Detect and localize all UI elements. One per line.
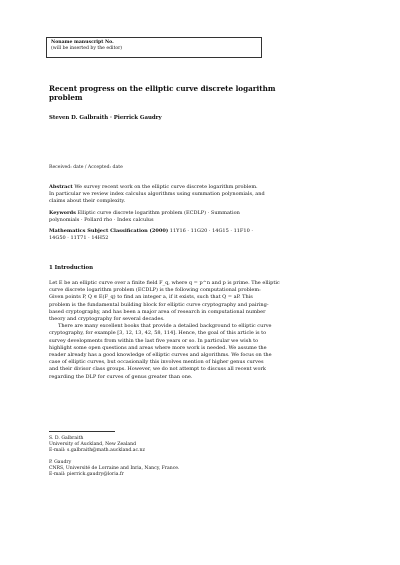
manuscript-note: (will be inserted by the editor) [51,46,123,52]
body-line: There are many excellent books that provide a detailed background to elliptic curve [58,323,272,330]
author-list: Steven D. Galbraith · Pierrick Gaudry [49,115,162,121]
affiliation-line: E-mail: s.galbraith@math.auckland.ac.nz [49,448,145,453]
body-line: based cryptography, and has been a major area of research in computational number [49,308,266,315]
abstract-line: We survey recent work on the elliptic curve discrete logarithm problem. [74,184,258,190]
body-line: curve discrete logarithm problem (ECDLP) is the following computational problem: [49,287,261,294]
keywords-line: polynomials · Pollard rho · Index calculus [49,217,154,223]
affiliation-line: CNRS, Université de Lorraine and Inria, Nancy, France. [49,466,180,471]
body-line: and their divisor class groups. However, we do not attempt to discuss all recent work [49,366,266,373]
body-line: highlight some open questions and areas where more work is needed. We assume the [49,344,267,351]
keywords-line: Elliptic curve discrete logarithm problem (ECDLP) · Summation [77,210,240,216]
affiliation-gaudry [49,460,179,478]
affiliation-line: S. D. Galbraith [49,436,84,441]
manuscript-number: Noname manuscript No. [51,40,114,45]
keywords [49,210,352,224]
title-line: problem [49,93,83,103]
body-line: reader already has a good knowledge of elliptic curves and algorithms. We focus on the [49,352,272,359]
body-line: case of elliptic curves, but occasionally this involves mention of higher genus curves [49,359,264,366]
msc-line: 11Y16 · 11G20 · 14G15 · 11F10 · [169,228,253,234]
title-line: Recent progress on the elliptic curve discrete logarithm [49,84,276,93]
paper-title [49,84,349,103]
abstract-line: claims about their complexity. [49,198,126,204]
body-line: theory and cryptography for several decades. [49,316,165,323]
footnote-rule [49,431,115,432]
manuscript-box [46,37,262,58]
body-line: cryptography, for example [3, 12, 13, 42, 58, 114]. Hence, the goal of this article is to [49,330,267,337]
msc-line: 14G50 · 11T71 · 14H52 [49,235,109,241]
affiliation-galbraith [49,436,145,454]
affiliation-line: P. Gaudry [49,460,72,465]
body-line: survey developments from within the last five years or so. In particular we wish to [49,337,259,344]
msc-label: Mathematics Subject Classification (2000) [49,228,169,234]
msc-classification [49,228,352,242]
abstract-line: In particular we review index calculus algorithms using summation polynomials, and [49,191,265,197]
body-line: problem is the fundamental building block for elliptic curve cryptography and pairing- [49,301,269,308]
body-line: Let E be an elliptic curve over a finite field F_q, where q = p^n and p is prime. The elliptic [49,280,280,286]
keywords-label: Keywords [49,210,76,216]
affiliation-line: E-mail: pierrick.gaudry@loria.fr [49,472,124,477]
body-line: regarding the DLP for curves of genus greater than one. [49,373,193,380]
intro-body [49,280,352,381]
body-line: Given points P, Q ∈ E(F_q) to find an integer a, if it exists, such that Q = aP. This [49,294,253,301]
affiliation-line: University of Auckland, New Zealand [49,442,137,447]
section-heading: 1 Introduction [49,265,94,271]
abstract-label: Abstract [49,184,73,190]
received-date: Received: date / Accepted: date [49,165,123,170]
abstract [49,184,352,205]
